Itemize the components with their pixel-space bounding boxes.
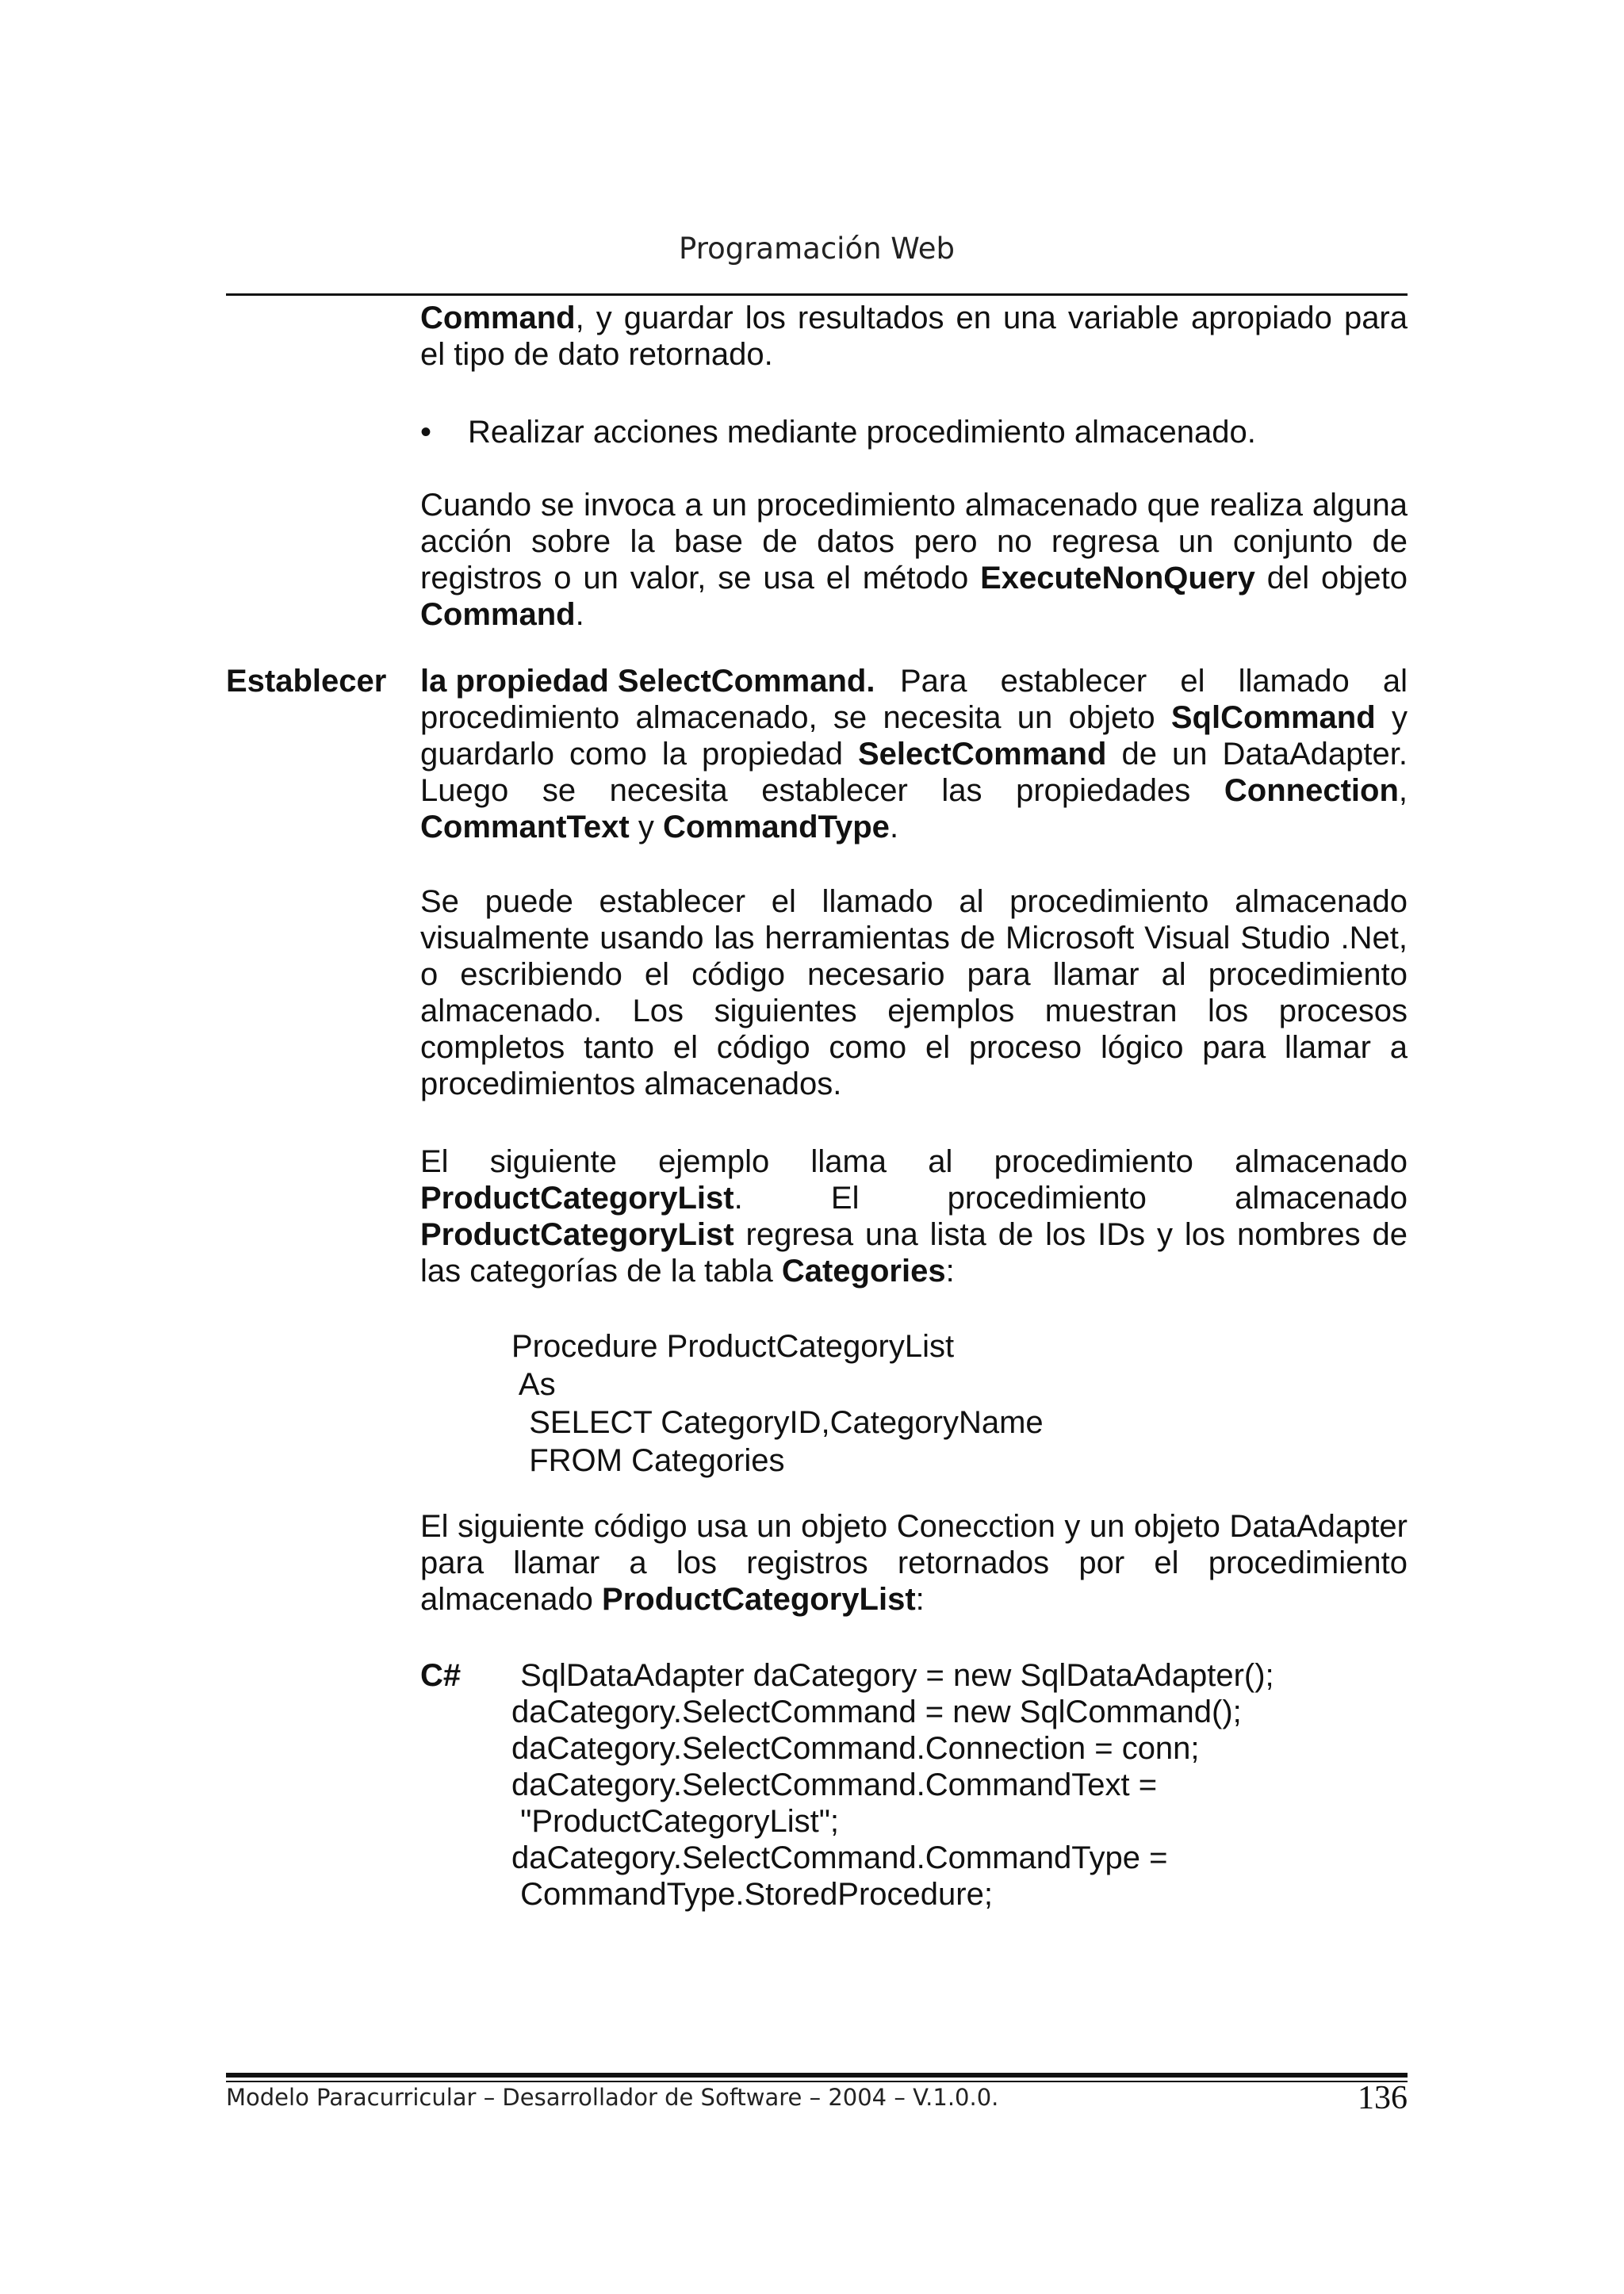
bold-term: ProductCategoryList <box>602 1582 916 1617</box>
definition-description <box>420 663 1408 845</box>
paragraph-command-result <box>420 300 1408 373</box>
paragraph-text: y <box>629 810 663 844</box>
paragraph-example-intro <box>420 1143 1408 1289</box>
paragraph-text: : <box>915 1582 925 1617</box>
footer-divider-thin <box>226 2081 1408 2082</box>
code-line: As <box>511 1367 556 1402</box>
paragraph-text: . <box>575 597 584 632</box>
paragraph-text: : <box>945 1254 955 1289</box>
code-line: daCategory.SelectCommand.CommandText = <box>511 1767 1158 1802</box>
sql-code-block <box>511 1327 1044 1480</box>
code-line: SELECT CategoryID,CategoryName <box>511 1405 1044 1440</box>
bold-term: CommantText <box>420 810 630 844</box>
code-line: daCategory.SelectCommand.CommandType = <box>511 1840 1168 1875</box>
code-language-label: C# <box>420 1658 462 1693</box>
code-line: "ProductCategoryList"; <box>511 1804 840 1839</box>
paragraph-text: procedimiento almacenado, se necesita un objeto <box>420 700 1171 735</box>
bold-term: CommandType <box>662 810 890 844</box>
page-header-title: Programación Web <box>679 232 955 266</box>
code-line: SqlDataAdapter daCategory = new SqlDataAdapter(); <box>511 1658 1274 1693</box>
definition-term-first-word: Establecer <box>226 664 387 699</box>
page-number: 136 <box>1358 2080 1408 2116</box>
bullet-text: Realizar acciones mediante procedimiento almacenado. <box>468 415 1256 450</box>
bold-term: ProductCategoryList <box>420 1181 734 1216</box>
bold-term: ExecuteNonQuery <box>980 561 1255 596</box>
bold-term: SqlCommand <box>1170 700 1376 735</box>
definition-lead: Para establecer el llamado al <box>900 664 1408 699</box>
footer-text: Modelo Paracurricular – Desarrollador de Software – 2004 – V.1.0.0. <box>226 2084 999 2111</box>
paragraph-text: Se puede establecer el llamado al procedimiento almacenado visualmente usando las herramientas de Microsoft Visual Studio .Net, o escribiendo el código necesario para llamar al procedimiento almacenado. Los siguientes ejemplos muestran los procesos completos tanto el código como el proceso lógico para llamar a procedimientos almacenados. <box>420 884 1408 1101</box>
code-line: CommandType.StoredProcedure; <box>511 1877 993 1912</box>
paragraph-text: regresa una lista de los IDs y los nombres de las categorías de la tabla <box>420 1217 1408 1289</box>
bold-term: Categories <box>781 1254 946 1289</box>
paragraph-text: del objeto <box>1254 561 1408 596</box>
bold-term: ProductCategoryList <box>420 1217 734 1252</box>
code-line: daCategory.SelectCommand = new SqlCommand(); <box>511 1695 1242 1729</box>
paragraph-text: . <box>889 810 899 844</box>
paragraph-text: , <box>1398 773 1408 808</box>
bullet-icon: • <box>420 415 432 450</box>
paragraph-text: Cuando se invoca a un procedimiento almacenado que realiza alguna acción sobre la base de datos pero no regresa un conjunto de registros o un valor, se usa el método <box>420 488 1408 596</box>
bold-term: Command <box>420 597 576 632</box>
paragraph-execute-nonquery <box>420 487 1408 633</box>
bullet-item <box>420 414 1256 450</box>
header-divider <box>226 293 1408 296</box>
paragraph-code-intro <box>420 1508 1408 1618</box>
code-lines <box>511 1657 1304 1913</box>
definition-term-rest: la propiedad SelectCommand. <box>420 664 875 699</box>
paragraph-text: El siguiente código usa un objeto Conecction y un objeto DataAdapter para llamar a los registros retornados por el procedimiento almacenado <box>420 1509 1408 1617</box>
paragraph-text: y guardarlo como la propiedad <box>420 700 1408 772</box>
bold-term: SelectCommand <box>858 737 1107 772</box>
paragraph-visual-studio <box>420 883 1408 1102</box>
paragraph-text: . El procedimiento almacenado <box>733 1181 1408 1216</box>
paragraph-text: , y guardar los resultados en una variable apropiado para el tipo de dato retornado. <box>420 301 1408 372</box>
bold-term: Connection <box>1224 773 1399 808</box>
paragraph-text: El siguiente ejemplo llama al procedimiento almacenado <box>420 1144 1408 1179</box>
footer-divider-thick <box>226 2073 1408 2078</box>
code-line: Procedure ProductCategoryList <box>511 1329 955 1364</box>
bold-term: Command <box>420 301 576 335</box>
code-line: FROM Categories <box>511 1443 785 1478</box>
paragraph-text: de un DataAdapter. Luego se necesita establecer las propiedades <box>420 737 1408 808</box>
code-line: daCategory.SelectCommand.Connection = conn; <box>511 1731 1200 1766</box>
